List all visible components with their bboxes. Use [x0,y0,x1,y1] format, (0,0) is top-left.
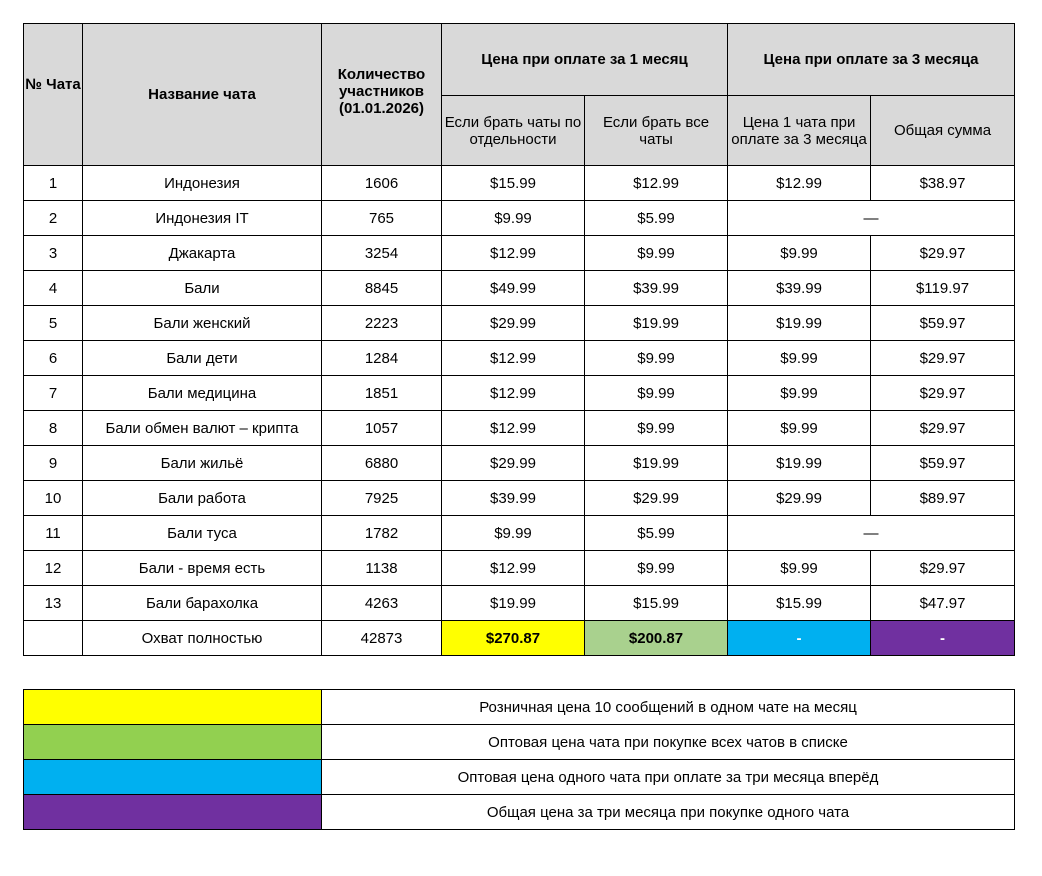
legend-text: Розничная цена 10 сообщений в одном чате на месяц [322,690,1015,725]
cell-price3: $39.99 [728,271,871,306]
cell-count: 1057 [322,411,442,446]
cell-total3: $38.97 [871,166,1015,201]
legend-swatch-blue [24,760,322,795]
cell-price3: $9.99 [728,341,871,376]
cell-num: 2 [24,201,83,236]
cell-count: 1782 [322,516,442,551]
cell-separate: $12.99 [442,411,585,446]
cell-num: 12 [24,551,83,586]
cell-total3: $59.97 [871,306,1015,341]
cell-separate: $9.99 [442,516,585,551]
header-price-1-month: Цена при оплате за 1 месяц [442,24,728,96]
cell-num: 4 [24,271,83,306]
cell-num: 9 [24,446,83,481]
cell-chat-name: Бали обмен валют – крипта [83,411,322,446]
legend-row [24,690,1015,725]
table-row [24,586,1015,621]
total-label: Охват полностью [83,621,322,656]
legend-row [24,725,1015,760]
cell-chat-name: Бали жильё [83,446,322,481]
cell-no-3-month-offer: — [728,516,1015,551]
price-table [23,23,1015,656]
header-member-count: Количество участников (01.01.2026) [322,24,442,166]
total-price3: - [728,621,871,656]
cell-chat-name: Бали - время есть [83,551,322,586]
table-row [24,411,1015,446]
cell-count: 6880 [322,446,442,481]
legend-table [23,689,1015,830]
cell-separate: $15.99 [442,166,585,201]
table-body [24,166,1015,656]
cell-separate: $9.99 [442,201,585,236]
legend-row [24,760,1015,795]
legend-text: Общая цена за три месяца при покупке одного чата [322,795,1015,830]
cell-total3: $89.97 [871,481,1015,516]
table-row [24,341,1015,376]
cell-count: 7925 [322,481,442,516]
table-row [24,481,1015,516]
cell-chat-name: Бали барахолка [83,586,322,621]
cell-num: 3 [24,236,83,271]
cell-separate: $12.99 [442,551,585,586]
cell-separate: $12.99 [442,236,585,271]
cell-separate: $29.99 [442,306,585,341]
cell-price3: $19.99 [728,446,871,481]
cell-price3: $9.99 [728,551,871,586]
cell-num-empty [24,621,83,656]
cell-price3: $19.99 [728,306,871,341]
cell-separate: $12.99 [442,341,585,376]
cell-all: $9.99 [585,411,728,446]
table-row [24,271,1015,306]
total-all: $200.87 [585,621,728,656]
cell-chat-name: Бали [83,271,322,306]
cell-all: $19.99 [585,306,728,341]
total-row [24,621,1015,656]
cell-num: 10 [24,481,83,516]
cell-total3: $29.97 [871,551,1015,586]
total-total3: - [871,621,1015,656]
table-row [24,516,1015,551]
cell-all: $9.99 [585,376,728,411]
cell-chat-name: Бали работа [83,481,322,516]
table-row [24,236,1015,271]
table-row [24,201,1015,236]
cell-chat-name: Бали женский [83,306,322,341]
cell-price3: $29.99 [728,481,871,516]
cell-total3: $59.97 [871,446,1015,481]
cell-all: $15.99 [585,586,728,621]
cell-all: $39.99 [585,271,728,306]
cell-price3: $12.99 [728,166,871,201]
cell-count: 8845 [322,271,442,306]
cell-count: 1851 [322,376,442,411]
cell-all: $9.99 [585,341,728,376]
header-num: № Чата [24,24,83,166]
cell-num: 5 [24,306,83,341]
cell-total3: $119.97 [871,271,1015,306]
cell-price3: $9.99 [728,411,871,446]
cell-total3: $47.97 [871,586,1015,621]
cell-total3: $29.97 [871,341,1015,376]
total-separate: $270.87 [442,621,585,656]
cell-separate: $39.99 [442,481,585,516]
cell-all: $19.99 [585,446,728,481]
cell-separate: $19.99 [442,586,585,621]
cell-num: 8 [24,411,83,446]
cell-num: 1 [24,166,83,201]
header-price-per-chat-3-months: Цена 1 чата при оплате за 3 месяца [728,96,871,166]
cell-price3: $9.99 [728,376,871,411]
header-total-sum: Общая сумма [871,96,1015,166]
legend-row [24,795,1015,830]
cell-chat-name: Бали медицина [83,376,322,411]
cell-count: 765 [322,201,442,236]
header-chat-name: Название чата [83,24,322,166]
legend-swatch-purple [24,795,322,830]
cell-all: $5.99 [585,201,728,236]
cell-no-3-month-offer: — [728,201,1015,236]
legend-swatch-green [24,725,322,760]
cell-chat-name: Индонезия [83,166,322,201]
cell-chat-name: Индонезия IT [83,201,322,236]
cell-all: $9.99 [585,236,728,271]
header-separate: Если брать чаты по отдельности [442,96,585,166]
cell-total3: $29.97 [871,236,1015,271]
legend-text: Оптовая цена чата при покупке всех чатов в списке [322,725,1015,760]
cell-count: 2223 [322,306,442,341]
cell-all: $29.99 [585,481,728,516]
cell-total3: $29.97 [871,376,1015,411]
total-count: 42873 [322,621,442,656]
legend-swatch-yellow [24,690,322,725]
cell-count: 1284 [322,341,442,376]
cell-count: 3254 [322,236,442,271]
cell-num: 13 [24,586,83,621]
cell-chat-name: Бали дети [83,341,322,376]
table-row [24,166,1015,201]
cell-separate: $12.99 [442,376,585,411]
cell-all: $5.99 [585,516,728,551]
table-row [24,446,1015,481]
cell-price3: $15.99 [728,586,871,621]
cell-chat-name: Бали туса [83,516,322,551]
cell-count: 4263 [322,586,442,621]
header-price-3-months: Цена при оплате за 3 месяца [728,24,1015,96]
cell-count: 1138 [322,551,442,586]
cell-separate: $49.99 [442,271,585,306]
table-row [24,306,1015,341]
cell-total3: $29.97 [871,411,1015,446]
cell-separate: $29.99 [442,446,585,481]
cell-all: $12.99 [585,166,728,201]
cell-num: 6 [24,341,83,376]
cell-num: 11 [24,516,83,551]
cell-num: 7 [24,376,83,411]
header-all-chats: Если брать все чаты [585,96,728,166]
cell-count: 1606 [322,166,442,201]
cell-all: $9.99 [585,551,728,586]
cell-chat-name: Джакарта [83,236,322,271]
legend-text: Оптовая цена одного чата при оплате за три месяца вперёд [322,760,1015,795]
cell-price3: $9.99 [728,236,871,271]
table-row [24,551,1015,586]
table-row [24,376,1015,411]
